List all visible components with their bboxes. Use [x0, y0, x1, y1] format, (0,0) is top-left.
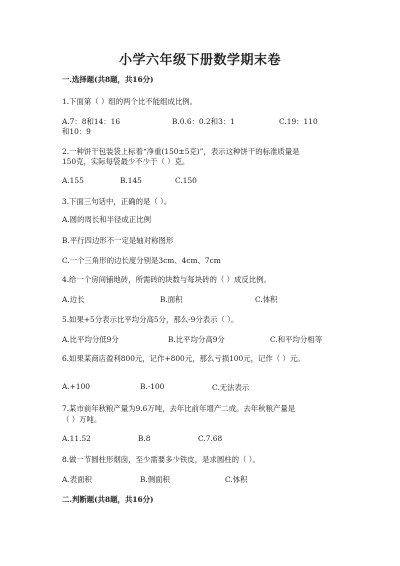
question-1-stem: 1.下面第（ ）组的两个比不能组成比例。 — [62, 97, 198, 106]
section-heading-choice: 一.选择题(共8题，共16分) — [62, 75, 154, 84]
question-2-option-a: A.155 — [62, 176, 84, 185]
question-3-option-b: B.平行四边形不一定是轴对称图形 — [62, 236, 174, 245]
question-2-stem-line-1: 2.一种饼干包装袋上标着“净重(150±5克)”，表示这种饼干的标准质量是 — [62, 147, 300, 156]
question-4-option-a: A.边长 — [62, 295, 85, 304]
question-6-option-a: A.+100 — [62, 382, 90, 391]
question-1-option-c: C.19：110 — [279, 117, 318, 126]
question-8-option-c: C.体积 — [225, 475, 248, 484]
question-4-option-c: C.体积 — [255, 295, 278, 304]
question-2-option-b: B.145 — [120, 176, 142, 185]
question-8-stem: 8.做一节圆柱形烟囱，至少需要多少铁皮，是求圆柱的（ ）。 — [62, 455, 260, 464]
page-title: 小学六年级下册数学期末卷 — [118, 53, 281, 68]
question-4-option-b: B.面积 — [160, 295, 183, 304]
question-1-option-c-continued: 和10：9 — [62, 127, 91, 136]
question-1-option-a: A.7：8和14：16 — [62, 117, 121, 126]
question-7-option-c: C.7.68 — [198, 434, 223, 443]
question-7-option-b: B.8 — [138, 434, 151, 443]
question-3-stem: 3.下面三句话中，正确的是（ ）。 — [62, 197, 172, 206]
question-6-option-b: B.-100 — [140, 382, 165, 391]
question-2-option-c: C.150 — [175, 176, 197, 185]
question-7-stem-line-2: （ ）万吨。 — [62, 415, 102, 424]
question-7-stem-line-1: 7.某市前年秋粮产量为9.6万吨，去年比前年增产二成。去年秋粮产量是 — [62, 404, 296, 413]
question-4-stem: 4.给一个房间铺地砖，所需砖的块数与每块砖的（ ）成反比例。 — [62, 275, 271, 284]
question-6-option-c: C.无法表示 — [212, 383, 250, 392]
question-2-stem-line-2: 150克，实际每袋最少不少于（ ）克。 — [62, 157, 190, 166]
question-7-option-a: A.11.52 — [62, 434, 91, 443]
question-3-option-c: C.一个三角形的边长度分别是3cm、4cm、7cm — [62, 256, 221, 265]
question-8-option-a: A.表面积 — [62, 475, 92, 484]
question-3-option-a: A.圆的周长和半径成正比例 — [62, 215, 151, 224]
question-5-option-a: A.比平均分低9分 — [62, 335, 119, 344]
question-1-option-b: B.0.6：0.2和3：1 — [172, 117, 235, 126]
question-8-option-b: B.侧面积 — [140, 475, 170, 484]
question-5-option-b: B.比平均分高9分 — [168, 335, 225, 344]
question-5-stem: 5.如果+5分表示比平均分高5分，那么-9分表示（ ）。 — [62, 315, 239, 324]
question-5-option-c: C.和平均分相等 — [270, 335, 323, 344]
question-6-stem: 6.如果某商店盈利800元，记作+800元，那么亏损100元，记作（ ）元。 — [62, 354, 305, 363]
section-heading-judgment: 二.判断题(共8题，共16分) — [62, 495, 154, 504]
